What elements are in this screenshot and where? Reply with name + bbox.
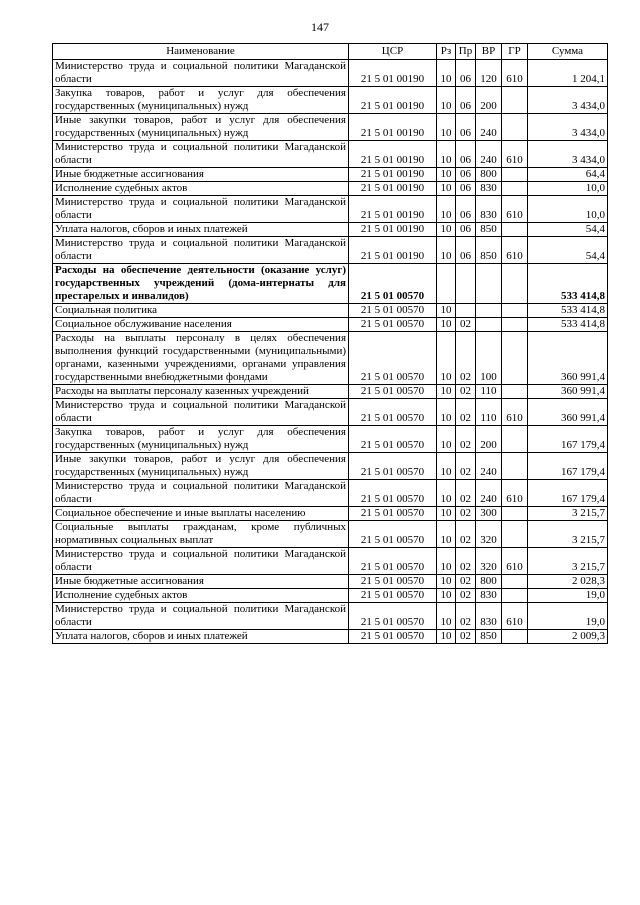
cell-gr: [502, 168, 528, 182]
cell-rz: 10: [437, 521, 456, 548]
cell-vr: 200: [476, 87, 502, 114]
cell-rz: 10: [437, 385, 456, 399]
cell-csr: 21 5 01 00570: [349, 332, 437, 385]
cell-vr: 120: [476, 60, 502, 87]
cell-pr: 02: [456, 480, 476, 507]
table-row: [53, 141, 608, 168]
table-header: [53, 44, 608, 60]
table-row: [53, 548, 608, 575]
cell-sum: 3 215,7: [528, 507, 608, 521]
cell-gr: [502, 575, 528, 589]
cell-gr: 610: [502, 237, 528, 264]
cell-csr: 21 5 01 00190: [349, 237, 437, 264]
cell-gr: 610: [502, 60, 528, 87]
cell-gr: 610: [502, 196, 528, 223]
table-row: [53, 60, 608, 87]
cell-pr: 02: [456, 521, 476, 548]
cell-rz: 10: [437, 507, 456, 521]
cell-name: Социальная политика: [53, 304, 349, 318]
table-row: [53, 223, 608, 237]
cell-rz: 10: [437, 114, 456, 141]
cell-gr: [502, 589, 528, 603]
cell-vr: 240: [476, 114, 502, 141]
cell-pr: [456, 264, 476, 304]
table-row: [53, 603, 608, 630]
cell-pr: 02: [456, 399, 476, 426]
cell-sum: 19,0: [528, 603, 608, 630]
cell-vr: [476, 318, 502, 332]
cell-sum: 533 414,8: [528, 264, 608, 304]
cell-csr: 21 5 01 00570: [349, 264, 437, 304]
cell-csr: 21 5 01 00570: [349, 507, 437, 521]
cell-vr: 850: [476, 223, 502, 237]
cell-rz: 10: [437, 332, 456, 385]
cell-rz: 10: [437, 453, 456, 480]
cell-pr: 02: [456, 548, 476, 575]
header-gr: ГР: [502, 44, 528, 60]
cell-sum: 10,0: [528, 196, 608, 223]
cell-name: Министерство труда и социальной политики Магаданской области: [53, 548, 349, 575]
cell-sum: 64,4: [528, 168, 608, 182]
table-row: [53, 87, 608, 114]
cell-sum: 3 434,0: [528, 141, 608, 168]
header-pr: Пр: [456, 44, 476, 60]
cell-gr: [502, 521, 528, 548]
cell-vr: 830: [476, 196, 502, 223]
page-number: 147: [311, 20, 329, 34]
cell-pr: 06: [456, 237, 476, 264]
cell-rz: 10: [437, 237, 456, 264]
cell-gr: [502, 114, 528, 141]
cell-csr: 21 5 01 00570: [349, 521, 437, 548]
cell-gr: [502, 332, 528, 385]
cell-name: Исполнение судебных актов: [53, 589, 349, 603]
cell-pr: 06: [456, 168, 476, 182]
cell-csr: 21 5 01 00570: [349, 318, 437, 332]
table-row: [53, 196, 608, 223]
cell-rz: 10: [437, 196, 456, 223]
cell-csr: 21 5 01 00190: [349, 114, 437, 141]
cell-pr: 02: [456, 507, 476, 521]
header-row: [53, 44, 608, 60]
cell-csr: 21 5 01 00570: [349, 480, 437, 507]
table-row: [53, 332, 608, 385]
cell-rz: 10: [437, 630, 456, 644]
cell-pr: 02: [456, 453, 476, 480]
cell-gr: 610: [502, 399, 528, 426]
cell-rz: 10: [437, 60, 456, 87]
cell-vr: 830: [476, 589, 502, 603]
cell-csr: 21 5 01 00190: [349, 168, 437, 182]
cell-vr: [476, 264, 502, 304]
cell-name: Министерство труда и социальной политики Магаданской области: [53, 480, 349, 507]
cell-rz: 10: [437, 548, 456, 575]
cell-pr: 02: [456, 385, 476, 399]
cell-gr: [502, 87, 528, 114]
cell-pr: 02: [456, 318, 476, 332]
cell-pr: 06: [456, 60, 476, 87]
cell-vr: 800: [476, 575, 502, 589]
table-row: [53, 182, 608, 196]
cell-rz: 10: [437, 141, 456, 168]
cell-name: Расходы на выплаты персоналу в целях обеспечения выполнения функций государственными (муниципальными) органами, казенными учреждениями, органами управления государственными внебюджетными фондами: [53, 332, 349, 385]
table-body: [53, 60, 608, 644]
cell-pr: 02: [456, 630, 476, 644]
cell-csr: 21 5 01 00570: [349, 589, 437, 603]
cell-csr: 21 5 01 00570: [349, 548, 437, 575]
cell-name: Иные закупки товаров, работ и услуг для обеспечения государственных (муниципальных) нужд: [53, 453, 349, 480]
cell-pr: 02: [456, 575, 476, 589]
cell-vr: 240: [476, 453, 502, 480]
table-row: [53, 385, 608, 399]
table-row: [53, 426, 608, 453]
cell-pr: 06: [456, 223, 476, 237]
cell-rz: 10: [437, 603, 456, 630]
table-row: [53, 480, 608, 507]
cell-name: Министерство труда и социальной политики Магаданской области: [53, 399, 349, 426]
cell-pr: 06: [456, 114, 476, 141]
table-row: [53, 575, 608, 589]
header-vr: ВР: [476, 44, 502, 60]
table-row: [53, 507, 608, 521]
cell-vr: 320: [476, 521, 502, 548]
cell-csr: 21 5 01 00190: [349, 60, 437, 87]
cell-rz: 10: [437, 168, 456, 182]
cell-vr: 100: [476, 332, 502, 385]
cell-rz: 10: [437, 87, 456, 114]
cell-csr: 21 5 01 00190: [349, 196, 437, 223]
cell-vr: 850: [476, 237, 502, 264]
cell-sum: 10,0: [528, 182, 608, 196]
table-row: [53, 318, 608, 332]
table-row: [53, 168, 608, 182]
cell-csr: 21 5 01 00190: [349, 223, 437, 237]
cell-rz: 10: [437, 480, 456, 507]
cell-name: Уплата налогов, сборов и иных платежей: [53, 630, 349, 644]
cell-rz: 10: [437, 304, 456, 318]
cell-csr: 21 5 01 00570: [349, 575, 437, 589]
table-row: [53, 114, 608, 141]
cell-name: Социальные выплаты гражданам, кроме публичных нормативных социальных выплат: [53, 521, 349, 548]
cell-sum: 19,0: [528, 589, 608, 603]
header-sum: Сумма: [528, 44, 608, 60]
cell-gr: [502, 223, 528, 237]
cell-gr: 610: [502, 603, 528, 630]
cell-sum: 167 179,4: [528, 426, 608, 453]
cell-sum: 360 991,4: [528, 332, 608, 385]
table-row: [53, 521, 608, 548]
cell-vr: 240: [476, 480, 502, 507]
cell-pr: 06: [456, 182, 476, 196]
cell-rz: 10: [437, 589, 456, 603]
cell-sum: 2 009,3: [528, 630, 608, 644]
cell-gr: [502, 630, 528, 644]
cell-sum: 360 991,4: [528, 385, 608, 399]
cell-vr: 830: [476, 603, 502, 630]
cell-csr: 21 5 01 00190: [349, 182, 437, 196]
cell-sum: 54,4: [528, 237, 608, 264]
table-row: [53, 237, 608, 264]
cell-vr: 850: [476, 630, 502, 644]
cell-pr: 02: [456, 603, 476, 630]
cell-csr: 21 5 01 00570: [349, 603, 437, 630]
cell-name: Социальное обслуживание населения: [53, 318, 349, 332]
cell-rz: 10: [437, 399, 456, 426]
cell-gr: [502, 304, 528, 318]
cell-sum: 167 179,4: [528, 480, 608, 507]
cell-name: Уплата налогов, сборов и иных платежей: [53, 223, 349, 237]
cell-name: Закупка товаров, работ и услуг для обеспечения государственных (муниципальных) нужд: [53, 426, 349, 453]
table-row: [53, 453, 608, 480]
cell-csr: 21 5 01 00570: [349, 304, 437, 318]
header-rz: Рз: [437, 44, 456, 60]
cell-sum: 3 215,7: [528, 548, 608, 575]
cell-csr: 21 5 01 00190: [349, 87, 437, 114]
cell-pr: 06: [456, 87, 476, 114]
cell-name: Иные бюджетные ассигнования: [53, 575, 349, 589]
cell-sum: 3 434,0: [528, 87, 608, 114]
cell-name: Исполнение судебных актов: [53, 182, 349, 196]
budget-table: [52, 43, 608, 644]
cell-pr: 06: [456, 141, 476, 168]
cell-name: Министерство труда и социальной политики Магаданской области: [53, 60, 349, 87]
cell-rz: 10: [437, 426, 456, 453]
cell-rz: 10: [437, 318, 456, 332]
cell-pr: [456, 304, 476, 318]
cell-name: Министерство труда и социальной политики Магаданской области: [53, 603, 349, 630]
cell-sum: 533 414,8: [528, 304, 608, 318]
cell-vr: 110: [476, 399, 502, 426]
cell-csr: 21 5 01 00570: [349, 426, 437, 453]
cell-sum: 360 991,4: [528, 399, 608, 426]
cell-name: Иные закупки товаров, работ и услуг для обеспечения государственных (муниципальных) нужд: [53, 114, 349, 141]
cell-pr: 02: [456, 589, 476, 603]
cell-sum: 2 028,3: [528, 575, 608, 589]
cell-pr: 02: [456, 426, 476, 453]
cell-vr: 800: [476, 168, 502, 182]
cell-rz: [437, 264, 456, 304]
cell-sum: 1 204,1: [528, 60, 608, 87]
cell-vr: 300: [476, 507, 502, 521]
cell-sum: 54,4: [528, 223, 608, 237]
cell-name: Социальное обеспечение и иные выплаты населению: [53, 507, 349, 521]
cell-vr: [476, 304, 502, 318]
header-name: Наименование: [53, 44, 349, 60]
header-csr: ЦСР: [349, 44, 437, 60]
cell-gr: [502, 318, 528, 332]
cell-gr: [502, 453, 528, 480]
cell-vr: 320: [476, 548, 502, 575]
cell-vr: 110: [476, 385, 502, 399]
cell-gr: [502, 426, 528, 453]
cell-rz: 10: [437, 182, 456, 196]
cell-name: Расходы на обеспечение деятельности (оказание услуг) государственных учреждений (дома-интернаты для престарелых и инвалидов): [53, 264, 349, 304]
cell-name: Министерство труда и социальной политики Магаданской области: [53, 196, 349, 223]
cell-pr: 02: [456, 332, 476, 385]
cell-name: Министерство труда и социальной политики Магаданской области: [53, 237, 349, 264]
cell-vr: 830: [476, 182, 502, 196]
cell-sum: 533 414,8: [528, 318, 608, 332]
cell-csr: 21 5 01 00190: [349, 141, 437, 168]
cell-rz: 10: [437, 223, 456, 237]
cell-gr: [502, 264, 528, 304]
cell-gr: 610: [502, 480, 528, 507]
cell-pr: 06: [456, 196, 476, 223]
cell-rz: 10: [437, 575, 456, 589]
cell-gr: [502, 385, 528, 399]
cell-sum: 3 434,0: [528, 114, 608, 141]
cell-vr: 200: [476, 426, 502, 453]
cell-csr: 21 5 01 00570: [349, 399, 437, 426]
table-row: [53, 399, 608, 426]
cell-csr: 21 5 01 00570: [349, 453, 437, 480]
cell-name: Министерство труда и социальной политики Магаданской области: [53, 141, 349, 168]
cell-gr: 610: [502, 548, 528, 575]
cell-gr: 610: [502, 141, 528, 168]
cell-gr: [502, 507, 528, 521]
cell-name: Иные бюджетные ассигнования: [53, 168, 349, 182]
cell-sum: 167 179,4: [528, 453, 608, 480]
table-row: [53, 630, 608, 644]
cell-name: Закупка товаров, работ и услуг для обеспечения государственных (муниципальных) нужд: [53, 87, 349, 114]
table-row: [53, 264, 608, 304]
cell-vr: 240: [476, 141, 502, 168]
cell-sum: 3 215,7: [528, 521, 608, 548]
table-row: [53, 304, 608, 318]
table-row: [53, 589, 608, 603]
cell-gr: [502, 182, 528, 196]
cell-name: Расходы на выплаты персоналу казенных учреждений: [53, 385, 349, 399]
cell-csr: 21 5 01 00570: [349, 630, 437, 644]
cell-csr: 21 5 01 00570: [349, 385, 437, 399]
